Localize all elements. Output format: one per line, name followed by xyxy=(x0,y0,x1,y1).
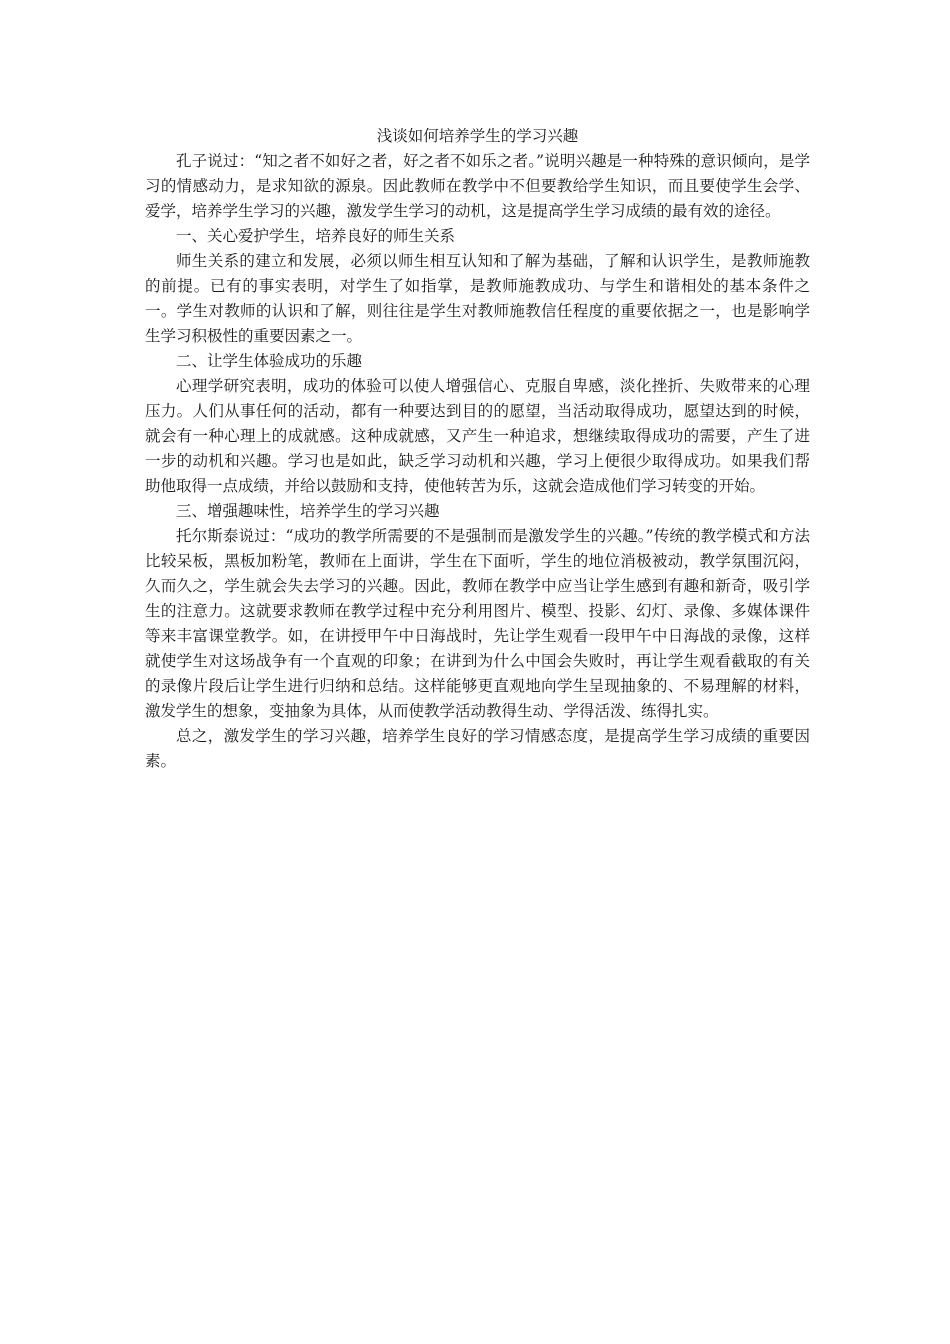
section-2-heading: 二、让学生体验成功的乐趣 xyxy=(176,352,363,370)
section-2-paragraph: 心理学研究表明，成功的体验可以使人增强信心、克服自卑感，淡化挫折、失败带来的心理压力。人们从事任何的活动，都有一种要达到目的的愿望，当活动取得成功，愿望达到的时候，就会有一种心理上的成就感。这种成就感，又产生一种追求，想继续取得成功的需要，产生了进一步的动机和兴趣。学习也是如此，缺乏学习动机和兴趣，学习上便很少取得成功。如果我们帮助他取得一点成绩，并给以鼓励和支持，使他转苦为乐，这就会造成他们学习转变的开始。 xyxy=(145,377,810,495)
document-title: 浅谈如何培养学生的学习兴趣 xyxy=(376,127,579,145)
section-1-paragraph: 师生关系的建立和发展，必须以师生相互认知和了解为基础，了解和认识学生，是教师施教的前提。已有的事实表明，对学生了如指掌，是教师施教成功、与学生和谐相处的基本条件之一。学生对教师的认识和了解，则往往是学生对教师施教信任程度的重要依据之一，也是影响学生学习积极性的重要因素之一。 xyxy=(145,252,810,345)
document-body xyxy=(145,124,810,774)
conclusion-paragraph: 总之，激发学生的学习兴趣，培养学生良好的学习情感态度，是提高学生学习成绩的重要因素。 xyxy=(145,727,810,770)
section-3-paragraph: 托尔斯泰说过：“成功的教学所需要的不是强制而是激发学生的兴趣。”传统的教学模式和方法比较呆板，黑板加粉笔，教师在上面讲，学生在下面听，学生的地位消极被动，教学氛围沉闷，久而久之，学生就会失去学习的兴趣。因此，教师在教学中应当让学生感到有趣和新奇，吸引学生的注意力。这就要求教师在教学过程中充分利用图片、模型、投影、幻灯、录像、多媒体课件等来丰富课堂教学。如，在讲授甲午中日海战时，先让学生观看一段甲午中日海战的录像，这样就使学生对这场战争有一个直观的印象；在讲到为什么中国会失败时，再让学生观看截取的有关的录像片段后让学生进行归纳和总结。这样能够更直观地向学生呈现抽象的、不易理解的材料，激发学生的想象，变抽象为具体，从而使教学活动教得生动、学得活泼、练得扎实。 xyxy=(145,527,810,720)
intro-paragraph: 孔子说过：“知之者不如好之者，好之者不如乐之者。”说明兴趣是一种特殊的意识倾向，是学习的情感动力，是求知欲的源泉。因此教师在教学中不但要教给学生知识，而且要使学生会学、爱学，培养学生学习的兴趣，激发学生学习的动机，这是提高学生学习成绩的最有效的途径。 xyxy=(145,152,810,220)
section-3-heading: 三、增强趣味性，培养学生的学习兴趣 xyxy=(176,502,440,520)
section-1-heading: 一、关心爱护学生，培养良好的师生关系 xyxy=(176,227,456,245)
